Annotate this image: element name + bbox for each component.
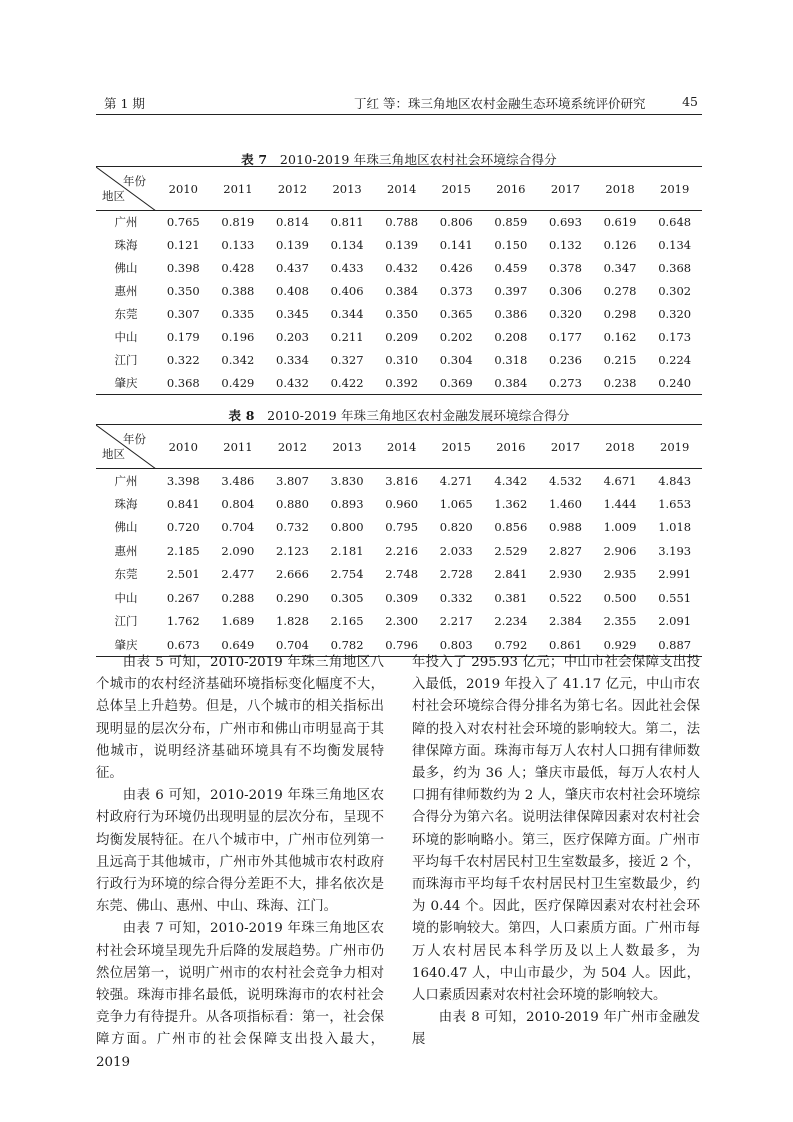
value-cell: 0.386 [494,307,528,321]
region-cell: 佛山 [114,520,138,535]
table8 [96,424,702,657]
value-cell: 0.887 [647,633,702,657]
year-header: 2010 [156,167,211,211]
year-header: 2014 [374,425,429,469]
region-cell: 惠州 [114,543,138,558]
value-cell: 0.765 [166,215,200,230]
value-cell: 0.388 [221,284,255,298]
body-paragraph: 由表 8 可知，2010-2019 年广州市金融发展 [412,1010,700,1048]
value-cell: 0.426 [439,261,473,275]
year-header: 2014 [374,167,429,211]
year-header: 2018 [593,167,648,211]
value-cell: 4.671 [603,473,637,488]
region-cell: 惠州 [114,284,138,298]
value-cell: 0.437 [276,261,309,275]
value-cell: 2.300 [385,614,419,629]
value-cell: 0.732 [276,520,309,535]
value-cell: 0.211 [330,330,364,344]
table-row [96,492,702,516]
value-cell: 0.803 [429,633,484,657]
issue-label: 第 1 期 [104,96,145,111]
value-cell: 0.302 [658,284,692,298]
value-cell: 1.444 [603,496,637,511]
year-header: 2016 [484,167,539,211]
value-cell: 2.355 [603,614,637,629]
year-header: 2015 [429,425,484,469]
value-cell: 0.841 [166,496,200,511]
value-cell: 0.861 [538,633,593,657]
year-header: 2012 [265,425,320,469]
value-cell: 4.342 [494,473,528,488]
table8-title: 2010-2019 年珠三角地区农村金融发展环境综合得分 [267,408,570,423]
value-cell: 0.126 [603,238,637,252]
year-header: 2017 [538,167,593,211]
value-cell: 0.290 [276,590,309,605]
body-paragraph: 由表 7 可知，2010-2019 年珠三角地区农村社会环境呈现先升后降的发展趋势。广州市仍然位居第一，说明广州市的农村社会竞争力相对较强。珠海市排名最低，说明珠海市的农村社会竞争力有待提升。从各项指标看：第一，社会保障方面。广州市的社会保障支出投入最大，2019 [96,921,384,1070]
value-cell: 1.009 [603,520,637,535]
corner-header [96,167,156,211]
year-header: 2010 [156,425,211,469]
table-row [96,349,702,372]
running-header [96,92,702,115]
value-cell: 2.666 [276,567,309,582]
value-cell: 0.398 [166,261,200,275]
page-number: 45 [682,94,698,109]
value-cell: 0.134 [330,238,364,252]
table8-label: 表 8 [228,408,255,423]
value-cell: 2.935 [603,567,637,582]
corner-region-label: 地区 [102,447,125,461]
value-cell: 0.121 [166,238,200,252]
region-cell: 江门 [114,353,138,367]
value-cell: 0.273 [538,372,593,395]
table-row [96,610,702,634]
table-row [96,372,702,395]
value-cell: 0.202 [439,330,473,344]
value-cell: 0.384 [385,284,419,298]
value-cell: 0.859 [494,215,528,230]
value-cell: 0.177 [548,330,582,344]
value-cell: 2.501 [166,567,200,582]
value-cell: 0.384 [484,372,539,395]
value-cell: 0.648 [658,215,692,230]
table-row [96,303,702,326]
value-cell: 0.305 [330,590,364,605]
value-cell: 0.804 [221,496,255,511]
year-header: 2016 [484,425,539,469]
value-cell: 0.322 [166,353,200,367]
value-cell: 0.806 [439,215,473,230]
value-cell: 0.309 [385,590,419,605]
region-cell: 广州 [114,215,138,230]
value-cell: 0.704 [265,633,320,657]
value-cell: 2.906 [603,543,637,558]
value-cell: 0.327 [330,353,364,367]
value-cell: 0.209 [385,330,419,344]
value-cell: 0.345 [276,307,309,321]
table-row [96,586,702,610]
value-cell: 0.236 [548,353,582,367]
value-cell: 0.459 [494,261,528,275]
value-cell: 2.930 [548,567,582,582]
value-cell: 2.748 [385,567,419,582]
region-cell: 中山 [114,590,138,605]
value-cell: 0.788 [385,215,419,230]
value-cell: 0.267 [166,590,200,605]
value-cell: 0.373 [439,284,473,298]
year-header: 2019 [647,425,702,469]
table-row [96,326,702,349]
table-row [96,516,702,540]
value-cell: 2.991 [658,567,692,582]
corner-year-label: 年份 [123,174,146,188]
value-cell: 1.362 [494,496,528,511]
value-cell: 0.433 [330,261,364,275]
value-cell: 0.649 [211,633,266,657]
year-header: 2013 [320,425,375,469]
value-cell: 1.762 [166,614,200,629]
table-row [96,280,702,303]
value-cell: 0.278 [603,284,637,298]
region-cell: 中山 [114,330,138,344]
value-cell: 0.344 [330,307,364,321]
value-cell: 1.065 [439,496,473,511]
value-cell: 0.310 [385,353,419,367]
region-cell: 东莞 [114,567,138,582]
header-row [96,425,702,469]
table-row [96,469,702,493]
value-cell: 4.843 [658,473,692,488]
value-cell: 0.320 [548,307,582,321]
corner-header [96,425,156,469]
year-header: 2013 [320,167,375,211]
value-cell: 0.304 [439,353,473,367]
table7 [96,166,702,395]
value-cell: 0.369 [429,372,484,395]
value-cell: 1.689 [221,614,255,629]
year-header: 2019 [647,167,702,211]
value-cell: 0.693 [548,215,582,230]
value-cell: 2.754 [330,567,364,582]
year-header: 2015 [429,167,484,211]
value-cell: 0.619 [603,215,637,230]
value-cell: 0.288 [221,590,255,605]
value-cell: 0.240 [647,372,702,395]
table7-title: 2010-2019 年珠三角地区农村社会环境综合得分 [279,152,557,167]
value-cell: 1.460 [548,496,582,511]
value-cell: 0.134 [658,238,692,252]
value-cell: 0.141 [439,238,473,252]
value-cell: 0.335 [221,307,255,321]
value-cell: 3.816 [385,473,419,488]
value-cell: 2.234 [494,614,528,629]
table-row [96,563,702,587]
header-row [96,167,702,211]
value-cell: 0.551 [658,590,692,605]
value-cell: 2.091 [658,614,692,629]
value-cell: 2.728 [439,567,473,582]
body-right-column [412,652,700,1052]
value-cell: 0.720 [166,520,200,535]
corner-year-label: 年份 [123,432,146,446]
value-cell: 0.819 [221,215,255,230]
value-cell: 0.820 [439,520,473,535]
value-cell: 0.811 [330,215,364,230]
value-cell: 0.432 [385,261,419,275]
value-cell: 0.133 [221,238,255,252]
value-cell: 2.123 [276,543,309,558]
value-cell: 0.179 [166,330,200,344]
region-cell: 东莞 [114,307,138,321]
table-row [96,539,702,563]
value-cell: 0.306 [548,284,582,298]
value-cell: 0.162 [603,330,637,344]
value-cell: 0.350 [385,307,419,321]
value-cell: 2.185 [166,543,200,558]
table-row [96,211,702,234]
value-cell: 2.529 [494,543,528,558]
value-cell: 0.307 [166,307,200,321]
value-cell: 0.350 [166,284,200,298]
value-cell: 0.814 [276,215,309,230]
value-cell: 0.215 [603,353,637,367]
table-row [96,257,702,280]
value-cell: 0.139 [276,238,309,252]
region-cell: 江门 [114,614,138,629]
value-cell: 2.217 [439,614,473,629]
value-cell: 0.320 [658,307,692,321]
value-cell: 0.347 [603,261,637,275]
value-cell: 0.782 [320,633,375,657]
value-cell: 2.827 [548,543,582,558]
value-cell: 0.368 [156,372,211,395]
value-cell: 0.224 [658,353,692,367]
value-cell: 0.792 [484,633,539,657]
value-cell: 2.033 [439,543,473,558]
region-cell: 肇庆 [96,633,156,657]
value-cell: 4.271 [439,473,473,488]
body-paragraph: 年投入了 295.93 亿元；中山市社会保障支出投入最低，2019 年投入了 41.17 亿元，中山市农村社会环境综合得分排名为第七名。因此社会保障的投入对农村社会环境的影响较大。第二，法律保障方面。珠海市每万人农村人口拥有律师数最多，约为 36 人；肇庆市最低，每万人农村人口拥有律师数约为 2 人，肇庆市农村社会环境综合得分为第六名。说明法律保障因素对农村社会环境的影响略小。第三，医疗保障方面。广州市平均每千农村居民村卫生室数最多，接近 2 个，而珠海市平均每千农村居民村卫生室数最少，约为 0.44 个。因此，医疗保障因素对农村社会环境的影响较大。第四，人口素质方面。广州市每万人农村居民本科学历及以上人数最多，为 1640.47 人，中山市最少，为 504 人。因此，人口素质因素对农村社会环境的影响较大。 [412,655,700,1004]
value-cell: 0.500 [603,590,637,605]
value-cell: 0.960 [385,496,419,511]
body-paragraph: 由表 6 可知，2010-2019 年珠三角地区农村政府行为环境仍出现明显的层次分布，呈现不均衡发展特征。在八个城市中，广州市位列第一且远高于其他城市，广州市外其他城市农村政府行政行为环境的综合得分差距不大，排名依次是东莞、佛山、惠州、中山、珠海、江门。 [96,788,384,915]
value-cell: 3.193 [658,543,692,558]
value-cell: 0.365 [439,307,473,321]
region-cell: 佛山 [114,261,138,275]
value-cell: 0.139 [385,238,419,252]
year-header: 2011 [211,425,266,469]
value-cell: 0.422 [320,372,375,395]
year-header: 2018 [593,425,648,469]
table-row [96,234,702,257]
value-cell: 0.432 [265,372,320,395]
value-cell: 2.216 [385,543,419,558]
value-cell: 0.318 [494,353,528,367]
table7-label: 表 7 [241,152,268,167]
value-cell: 0.238 [593,372,648,395]
value-cell: 0.673 [156,633,211,657]
value-cell: 0.795 [385,520,419,535]
year-header: 2017 [538,425,593,469]
value-cell: 0.334 [276,353,309,367]
table8-caption [96,406,702,424]
running-title: 丁红 等：珠三角地区农村金融生态环境系统评价研究 [354,96,646,111]
value-cell: 0.173 [658,330,692,344]
value-cell: 3.830 [330,473,364,488]
value-cell: 0.332 [439,590,473,605]
value-cell: 2.165 [330,614,364,629]
value-cell: 0.988 [548,520,582,535]
region-cell: 珠海 [114,496,138,511]
body-left-column [96,652,384,1074]
value-cell: 2.090 [221,543,255,558]
value-cell: 0.150 [494,238,528,252]
value-cell: 2.477 [221,567,255,582]
value-cell: 1.828 [276,614,309,629]
region-cell: 肇庆 [96,372,156,395]
value-cell: 0.378 [548,261,582,275]
value-cell: 0.704 [221,520,255,535]
value-cell: 0.408 [276,284,309,298]
value-cell: 1.653 [658,496,692,511]
value-cell: 2.841 [494,567,528,582]
region-cell: 广州 [114,473,138,488]
value-cell: 3.807 [276,473,309,488]
value-cell: 4.532 [548,473,582,488]
corner-region-label: 地区 [102,189,125,203]
value-cell: 0.796 [374,633,429,657]
value-cell: 0.196 [221,330,255,344]
value-cell: 0.893 [330,496,364,511]
value-cell: 0.342 [221,353,255,367]
value-cell: 0.856 [494,520,528,535]
value-cell: 3.486 [221,473,255,488]
value-cell: 0.406 [330,284,364,298]
value-cell: 0.429 [211,372,266,395]
region-cell: 珠海 [114,238,138,252]
year-header: 2012 [265,167,320,211]
value-cell: 0.397 [494,284,528,298]
value-cell: 0.522 [548,590,582,605]
value-cell: 0.203 [276,330,309,344]
value-cell: 0.368 [658,261,692,275]
value-cell: 2.181 [330,543,364,558]
value-cell: 1.018 [658,520,692,535]
value-cell: 0.208 [494,330,528,344]
value-cell: 0.132 [548,238,582,252]
value-cell: 0.298 [603,307,637,321]
value-cell: 0.392 [374,372,429,395]
value-cell: 0.428 [221,261,255,275]
body-paragraph: 由表 5 可知，2010-2019 年珠三角地区八个城市的农村经济基础环境指标变化幅度不大，总体呈上升趋势。但是，八个城市的相关指标出现明显的层次分布，广州市和佛山市明显高于其他城市，说明经济基础环境具有不均衡发展特征。 [96,655,384,782]
value-cell: 0.800 [330,520,364,535]
value-cell: 0.880 [276,496,309,511]
value-cell: 0.929 [593,633,648,657]
year-header: 2011 [211,167,266,211]
value-cell: 3.398 [166,473,200,488]
value-cell: 0.381 [494,590,528,605]
value-cell: 2.384 [548,614,582,629]
